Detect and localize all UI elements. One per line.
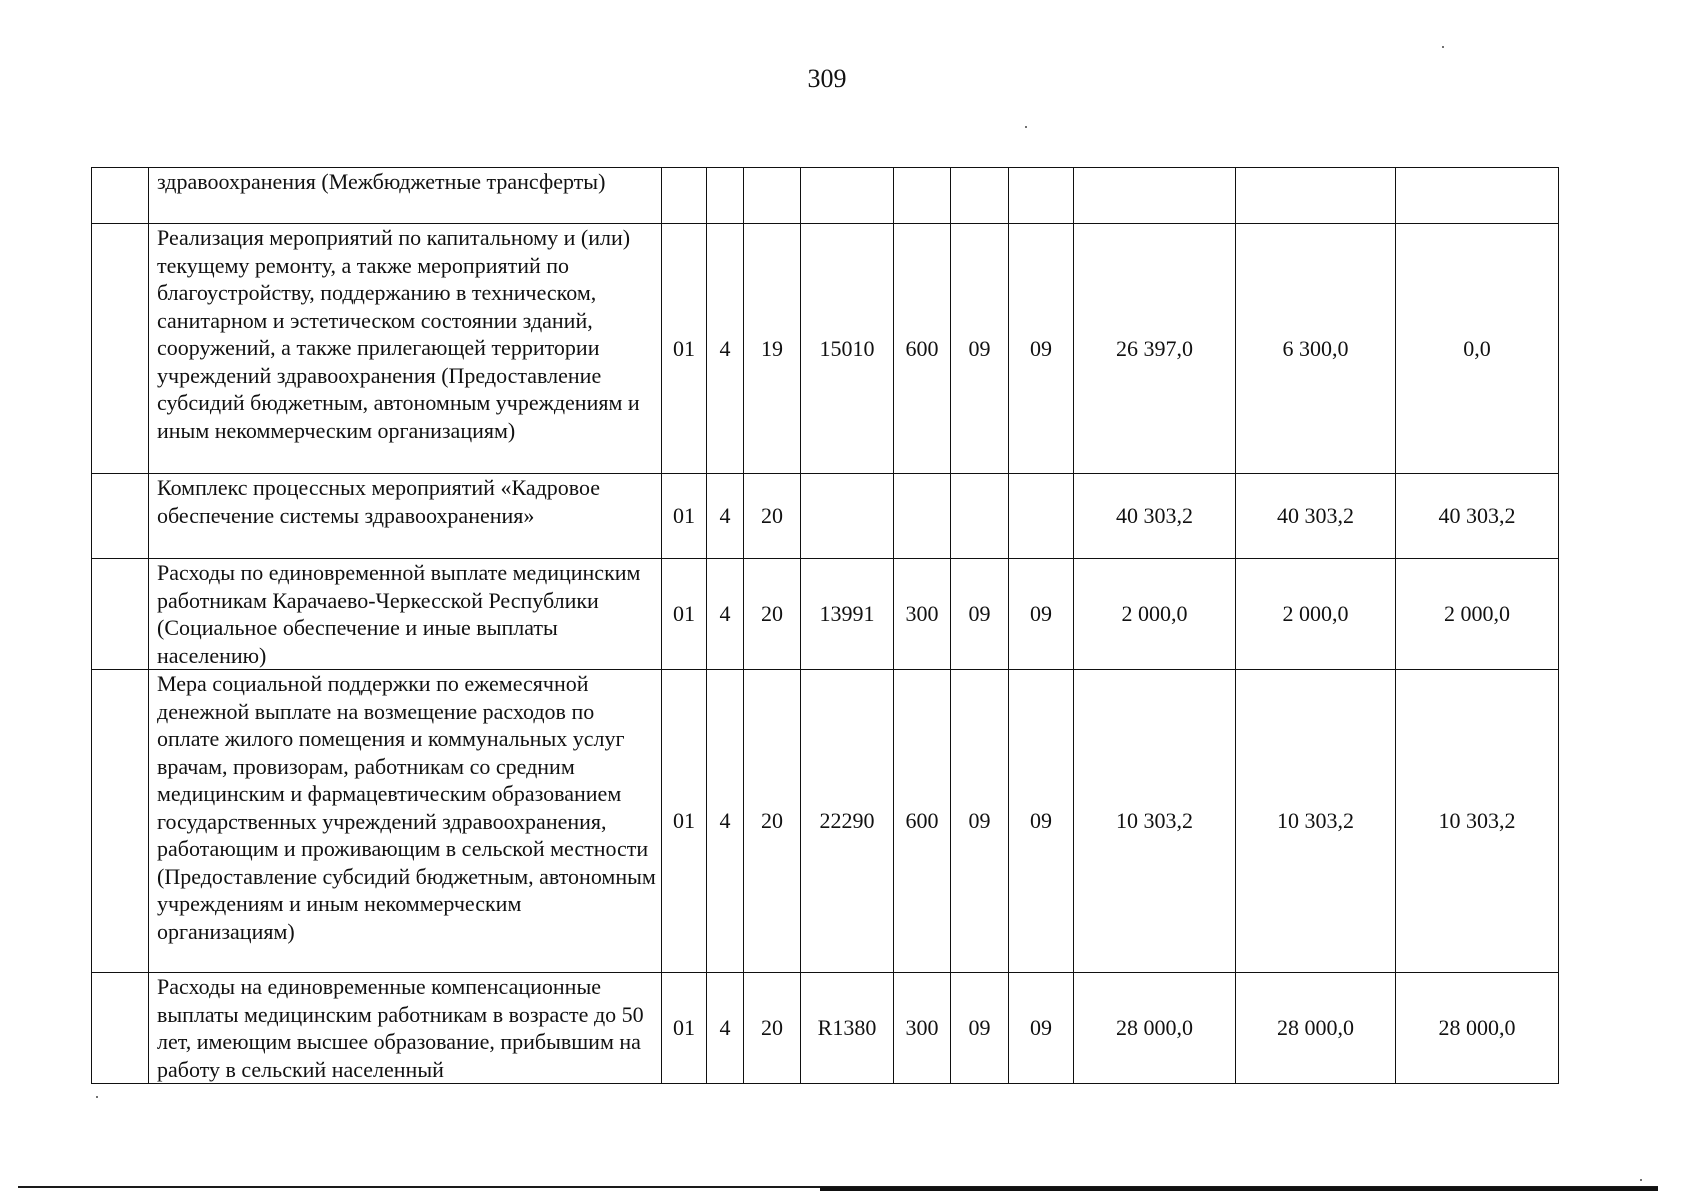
- budget-table: [91, 167, 1559, 1084]
- section-cell: [951, 474, 1009, 559]
- subsection-cell: 09: [1009, 670, 1074, 973]
- sum-year-3-cell: 40 303,2: [1396, 474, 1559, 559]
- block-code-cell: [744, 168, 801, 224]
- subprogram-code-cell: [707, 168, 744, 224]
- subsection-cell: 09: [1009, 973, 1074, 1084]
- program-code-cell: 01: [662, 474, 707, 559]
- subsection-cell: [1009, 168, 1074, 224]
- description-cell: Мера социальной поддержки по ежемесячной денежной выплате на возмещение расходов по оплате жилого помещения и коммунальных услуг врачам, провизорам, работникам со средним медицинским и фармацевтическим образованием государственных учреждений здравоохранения, работающим и проживающим в сельской местности (Предоставление субсидий бюджетным, автономным учреждениям и иным некоммерческим организациям): [149, 670, 662, 973]
- section-cell: 09: [951, 559, 1009, 670]
- sum-year-2-cell: [1236, 168, 1396, 224]
- section-cell: 09: [951, 973, 1009, 1084]
- sum-year-2-cell: 2 000,0: [1236, 559, 1396, 670]
- block-code-cell: 20: [744, 973, 801, 1084]
- direction-code-cell: 22290: [801, 670, 894, 973]
- sum-year-1-cell: 2 000,0: [1074, 559, 1236, 670]
- program-code-cell: [662, 168, 707, 224]
- table-row: [92, 474, 1559, 559]
- expense-type-cell: 300: [894, 973, 951, 1084]
- number-cell: [92, 224, 149, 474]
- direction-code-cell: R1380: [801, 973, 894, 1084]
- sum-year-2-cell: 6 300,0: [1236, 224, 1396, 474]
- table-row: [92, 224, 1559, 474]
- subprogram-code-cell: 4: [707, 670, 744, 973]
- number-cell: [92, 168, 149, 224]
- table-body: [92, 168, 1559, 1084]
- table-row: [92, 670, 1559, 973]
- subprogram-code-cell: 4: [707, 559, 744, 670]
- expense-type-cell: 600: [894, 670, 951, 973]
- sum-year-3-cell: 10 303,2: [1396, 670, 1559, 973]
- scan-speck: [1442, 46, 1444, 48]
- page-number: 309: [807, 64, 847, 93]
- scan-speck: [1640, 1179, 1642, 1181]
- sum-year-3-cell: 28 000,0: [1396, 973, 1559, 1084]
- sum-year-1-cell: [1074, 168, 1236, 224]
- program-code-cell: 01: [662, 559, 707, 670]
- scan-speck: [1025, 126, 1027, 128]
- direction-code-cell: 15010: [801, 224, 894, 474]
- description-cell: Комплекс процессных мероприятий «Кадровое обеспечение системы здравоохранения»: [149, 474, 662, 559]
- sum-year-2-cell: 40 303,2: [1236, 474, 1396, 559]
- section-cell: [951, 168, 1009, 224]
- subsection-cell: [1009, 474, 1074, 559]
- sum-year-1-cell: 40 303,2: [1074, 474, 1236, 559]
- program-code-cell: 01: [662, 670, 707, 973]
- scan-speck: [96, 1096, 98, 1098]
- block-code-cell: 20: [744, 474, 801, 559]
- block-code-cell: 20: [744, 670, 801, 973]
- description-cell: Реализация мероприятий по капитальному и (или) текущему ремонту, а также мероприятий по благоустройству, поддержанию в техническом, санитарном и эстетическом состоянии зданий, сооружений, а также прилегающей территории учреждений здравоохранения (Предоставление субсидий бюджетным, автономным учреждениям и иным некоммерческим организациям): [149, 224, 662, 474]
- program-code-cell: 01: [662, 973, 707, 1084]
- direction-code-cell: [801, 474, 894, 559]
- sum-year-1-cell: 26 397,0: [1074, 224, 1236, 474]
- page-bottom-rule-thick: [820, 1187, 1658, 1191]
- number-cell: [92, 670, 149, 973]
- description-cell: Расходы на единовременные компенсационные выплаты медицинским работникам в возрасте до 50 лет, имеющим высшее образование, прибывшим на работу в сельский населенный: [149, 973, 662, 1084]
- direction-code-cell: 13991: [801, 559, 894, 670]
- number-cell: [92, 973, 149, 1084]
- direction-code-cell: [801, 168, 894, 224]
- expense-type-cell: [894, 168, 951, 224]
- sum-year-3-cell: 2 000,0: [1396, 559, 1559, 670]
- number-cell: [92, 559, 149, 670]
- section-cell: 09: [951, 670, 1009, 973]
- sum-year-3-cell: [1396, 168, 1559, 224]
- table-row: [92, 973, 1559, 1084]
- expense-type-cell: 300: [894, 559, 951, 670]
- expense-type-cell: [894, 474, 951, 559]
- subprogram-code-cell: 4: [707, 973, 744, 1084]
- subsection-cell: 09: [1009, 224, 1074, 474]
- subprogram-code-cell: 4: [707, 474, 744, 559]
- sum-year-2-cell: 10 303,2: [1236, 670, 1396, 973]
- description-cell: здравоохранения (Межбюджетные трансферты): [149, 168, 662, 224]
- block-code-cell: 19: [744, 224, 801, 474]
- number-cell: [92, 474, 149, 559]
- table-row: [92, 559, 1559, 670]
- program-code-cell: 01: [662, 224, 707, 474]
- subsection-cell: 09: [1009, 559, 1074, 670]
- table-row: [92, 168, 1559, 224]
- section-cell: 09: [951, 224, 1009, 474]
- description-cell: Расходы по единовременной выплате медицинским работникам Карачаево-Черкесской Республики (Социальное обеспечение и иные выплаты населению): [149, 559, 662, 670]
- block-code-cell: 20: [744, 559, 801, 670]
- sum-year-2-cell: 28 000,0: [1236, 973, 1396, 1084]
- subprogram-code-cell: 4: [707, 224, 744, 474]
- sum-year-3-cell: 0,0: [1396, 224, 1559, 474]
- sum-year-1-cell: 28 000,0: [1074, 973, 1236, 1084]
- sum-year-1-cell: 10 303,2: [1074, 670, 1236, 973]
- expense-type-cell: 600: [894, 224, 951, 474]
